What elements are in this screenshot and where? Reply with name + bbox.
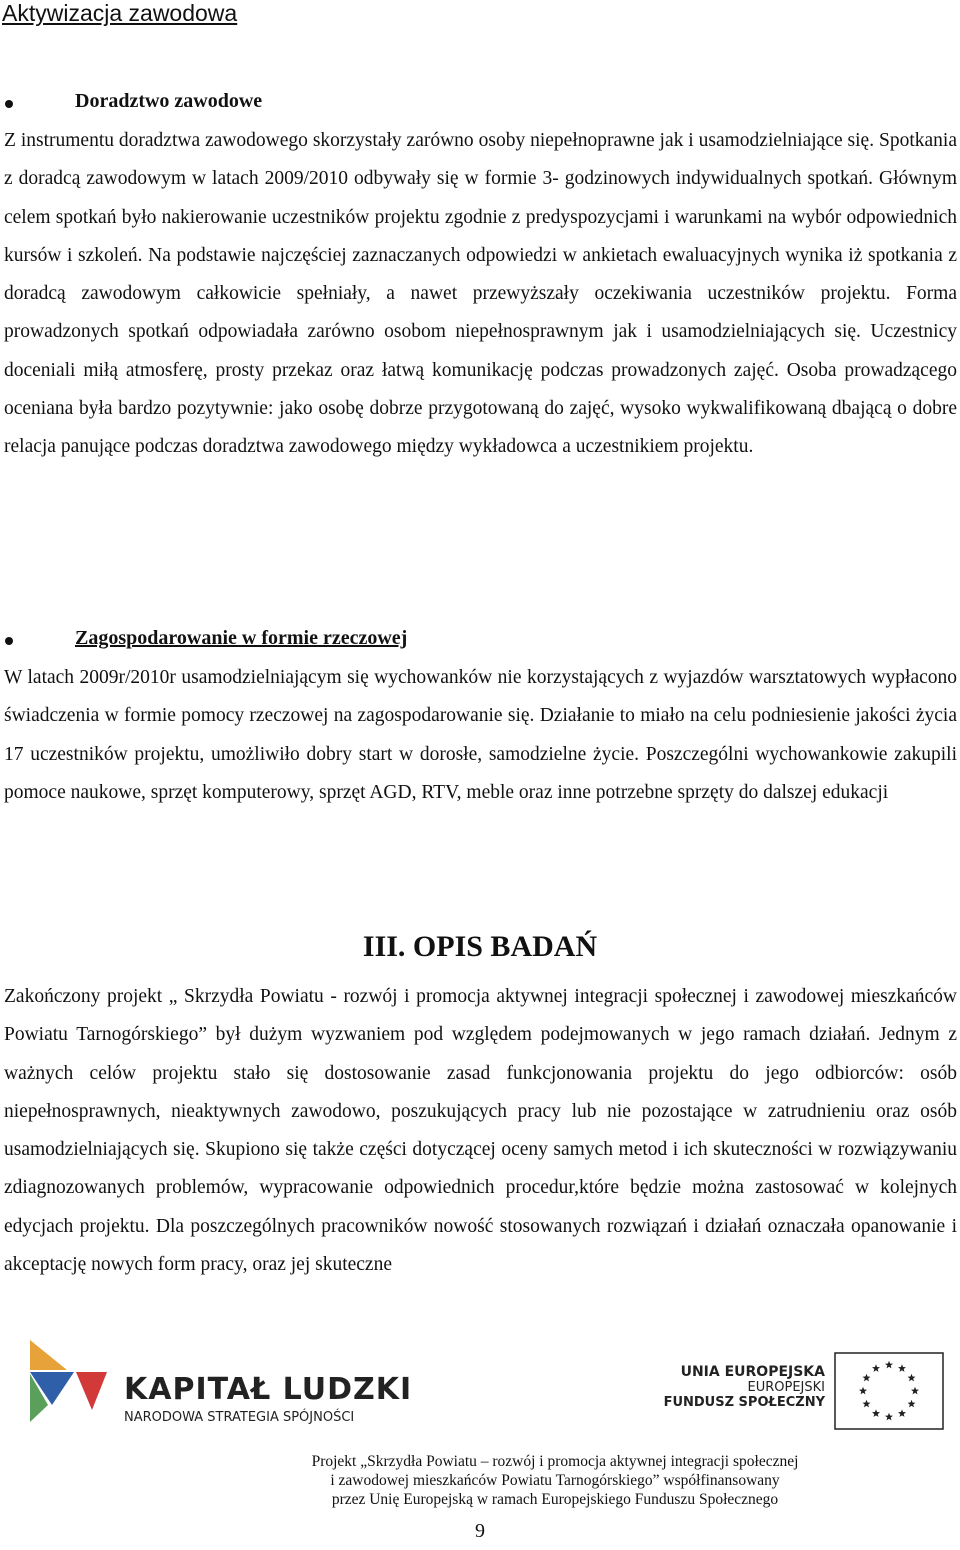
page-number: 9 xyxy=(475,1520,485,1542)
page-header-title: Aktywizacja zawodowa xyxy=(2,0,238,26)
eu-logo-text xyxy=(664,1364,825,1410)
section-body-zagospodarowanie: W latach 2009r/2010r usamodzielniającym się wychowanków nie korzystających z wyjazdów warsztatowych wypłacono świadczenia w formie pomocy rzeczowej na zagospodarowanie się. Działanie to miało na celu podniesienie jakości życia 17 uczestników projektu, umożliwiło dobry start w dorosłe, samodzielne życie. Poszczególni wychowankowie zakupili pomoce naukowe, sprzęt komputerowy, sprzęt AGD, RTV, meble oraz inne potrzebne sprzęty do dalszej edukacji xyxy=(4,667,957,803)
footer-note-line: przez Unię Europejską w ramach Europejskiego Funduszu Społecznego xyxy=(331,1491,779,1508)
footer-note-line: i zawodowej mieszkańców Powiatu Tarnogórskiego” współfinansowany xyxy=(330,1472,780,1489)
section-heading-label: Doradztwo zawodowe xyxy=(75,90,263,112)
eu-logo-line3: FUNDUSZ SPOŁECZNY xyxy=(663,1395,825,1410)
eu-logo-line2: EUROPEJSKI xyxy=(747,1380,825,1395)
section-heading-label: Zagospodarowanie w formie rzeczowej xyxy=(75,627,408,649)
footer-funding-note xyxy=(150,1452,960,1509)
kapital-ludzki-logo xyxy=(12,1330,412,1430)
eu-logo-line1: UNIA EUROPEJSKA xyxy=(680,1364,825,1380)
bullet-icon xyxy=(5,100,13,108)
footer-note-line: Projekt „Skrzydła Powiatu – rozwój i promocja aktywnej integracji społecznej xyxy=(311,1453,799,1470)
kapital-ludzki-emblem-icon xyxy=(12,1330,122,1430)
eu-stars-flag-icon xyxy=(834,1352,944,1430)
bullet-icon xyxy=(5,637,13,645)
kapital-ludzki-title: KAPITAŁ LUDZKI xyxy=(124,1372,413,1407)
eu-logo xyxy=(660,1352,950,1432)
chapter-body: Zakończony projekt „ Skrzydła Powiatu - rozwój i promocja aktywnej integracji społecznej i zawodowej mieszkańców Powiatu Tarnogórskiego” był dużym wyzwaniem pod względem podejmowanych w jego ramach działań. Jednym z ważnych celów projektu stało się dostosowanie zasad funkcjonowania projektu do jego odbiorców: osób niepełnosprawnych, nieaktywnych zawodowo, poszukujących pracy lub nie pozostające w zatrudnieniu oraz osób usamodzielniających się. Skupiono się także części dotyczącej oceny samych metod i ich skuteczności w rozwiązywaniu zdiagnozowanych problemów, wypracowanie odpowiednich procedur,które będzie można zastosować w kolejnych edycjach projektu. Dla poszczególnych pracowników nowość stosowanych rozwiązań i działań oznaczała opanowanie i akceptację nowych form pracy, oraz jej skuteczne xyxy=(4,986,957,1276)
chapter-title: III. OPIS BADAŃ xyxy=(362,930,598,963)
section-body-doradztwo: Z instrumentu doradztwa zawodowego skorzystały zarówno osoby niepełnoprawne jak i usamodzielniające się. Spotkania z doradcą zawodowym w latach 2009/2010 odbywały się w formie 3- godzinowych indywidualnych spotkań. Głównym celem spotkań było nakierowanie uczestników projektu zgodnie z predyspozycjami i warunkami na wybór odpowiednich kursów i szkoleń. Na podstawie najczęściej zaznaczanych odpowiedzi w ankietach ewaluacyjnych wynika iż spotkania z doradcą zawodowym całkowicie spełniały, a nawet przewyższały oczekiwania uczestników projektu. Forma prowadzonych spotkań odpowiadała zarówno osobom niepełnosprawnym jak i usamodzielniających się. Uczestnicy doceniali miłą atmosferę, prosty przekaz oraz łatwą komunikację podczas prowadzonych zajęć. Osoba prowadzącego oceniana była bardzo pozytywnie: jako osobę dobrze przygotowaną do zajęć, wysoko wykwalifikowaną dbającą o dobre relacja panujące podczas doradztwa zawodowego między wykładowca a uczestnikiem projektu. xyxy=(4,130,957,458)
kapital-ludzki-subtitle: NARODOWA STRATEGIA SPÓJNOŚCI xyxy=(124,1410,355,1425)
